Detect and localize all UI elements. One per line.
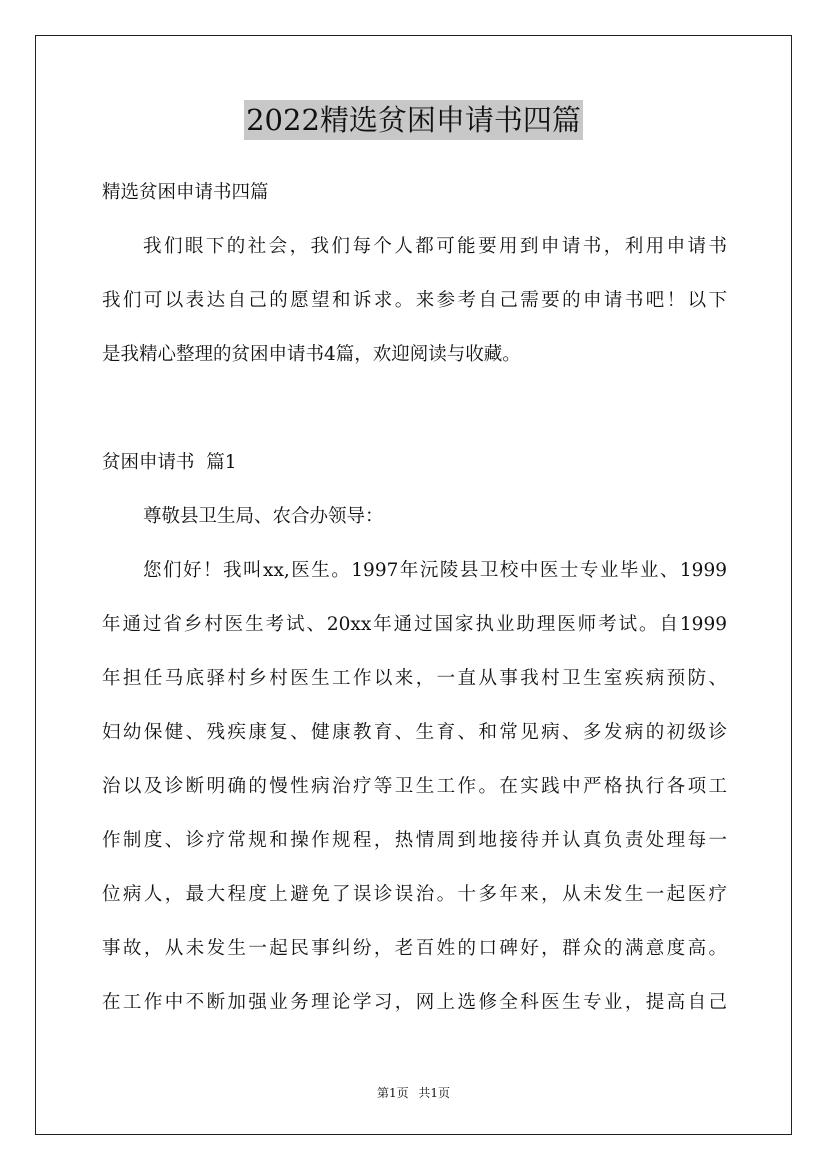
intro-line: 是我精心整理的贫困申请书4篇，欢迎阅读与收藏。	[102, 344, 521, 365]
body-line: 在工作中不断加强业务理论学习，网上选修全科医生专业，提高自己	[102, 992, 727, 1013]
document-title-wrap	[0, 100, 827, 140]
section-heading: 贫困申请书 篇1	[102, 452, 237, 473]
body-line: 位病人，最大程度上避免了误诊误治。十多年来，从未发生一起医疗	[102, 884, 727, 905]
body-line: 年担任马底驿村乡村医生工作以来，一直从事我村卫生室疾病预防、	[102, 668, 727, 689]
salutation: 尊敬县卫生局、农合办领导：	[143, 506, 384, 527]
intro-line: 我们眼下的社会，我们每个人都可能要用到申请书，利用申请书	[143, 236, 727, 257]
page-footer	[0, 1084, 827, 1101]
page-number: 第1页	[376, 1086, 409, 1100]
document-title: 2022精选贫困申请书四篇	[244, 100, 583, 140]
body-line: 妇幼保健、残疾康复、健康教育、生育、和常见病、多发病的初级诊	[102, 722, 727, 743]
document-subtitle: 精选贫困申请书四篇	[102, 182, 269, 203]
page-total: 共1页	[418, 1086, 451, 1100]
body-line: 作制度、诊疗常规和操作规程，热情周到地接待并认真负责处理每一	[102, 830, 727, 851]
body-line: 您们好！我叫xx,医生。1997年沅陵县卫校中医士专业毕业、1999	[143, 560, 727, 581]
intro-line: 我们可以表达自己的愿望和诉求。来参考自己需要的申请书吧！以下	[102, 290, 727, 311]
body-line: 年通过省乡村医生考试、20xx年通过国家执业助理医师考试。自1999	[102, 614, 727, 635]
body-line: 事故，从未发生一起民事纠纷，老百姓的口碑好，群众的满意度高。	[102, 938, 727, 959]
body-line: 治以及诊断明确的慢性病治疗等卫生工作。在实践中严格执行各项工	[102, 776, 727, 797]
